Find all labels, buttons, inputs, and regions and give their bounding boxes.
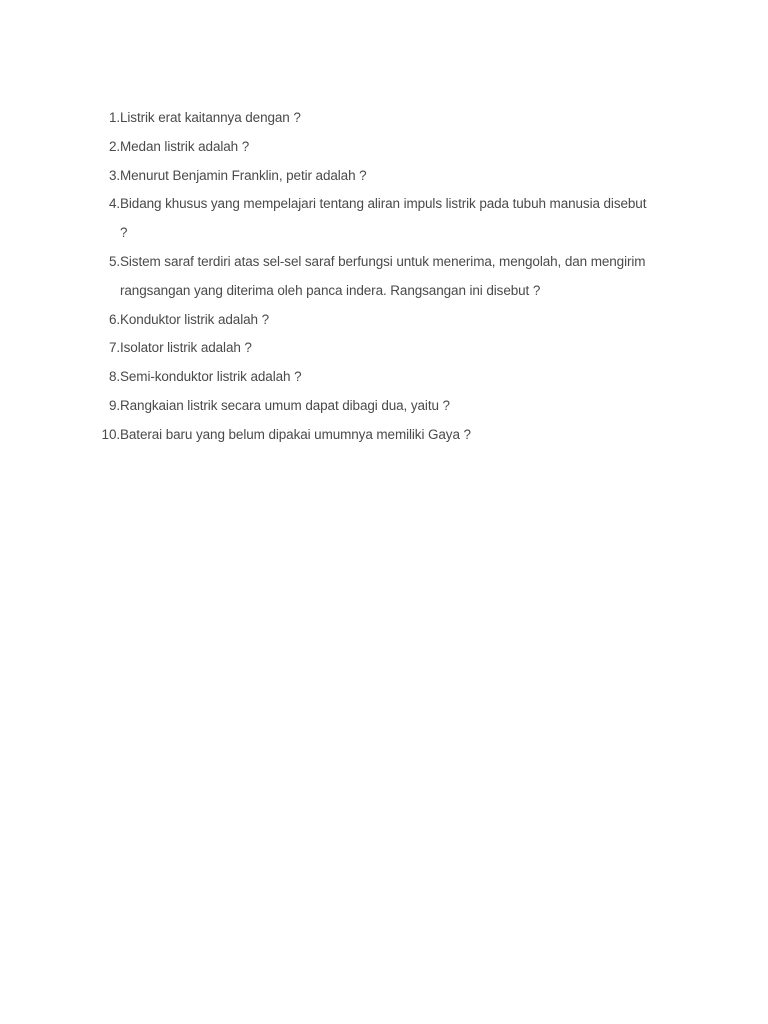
question-text: Listrik erat kaitannya dengan ? — [120, 110, 301, 125]
question-text: Bidang khusus yang mempelajari tentang aliran impuls listrik pada tubuh manusia disebut ? — [120, 196, 647, 241]
question-number: 8. — [108, 369, 120, 385]
question-item-4 — [96, 190, 656, 248]
question-list — [96, 104, 656, 450]
question-text: Menurut Benjamin Franklin, petir adalah ? — [120, 167, 367, 183]
question-number: 7. — [108, 340, 120, 356]
question-number: 2. — [108, 138, 120, 154]
question-item-9 — [96, 392, 656, 421]
question-item-1 — [96, 104, 656, 133]
question-item-7 — [96, 334, 656, 363]
question-text: Isolator listrik adalah ? — [120, 340, 252, 356]
question-item-6 — [96, 306, 656, 335]
question-number: 10. — [101, 426, 120, 442]
question-item-5 — [96, 248, 656, 306]
question-text: Konduktor listrik adalah ? — [120, 311, 269, 327]
question-number: 4. — [108, 196, 120, 212]
question-text: Sistem saraf terdiri atas sel-sel saraf berfungsi untuk menerima, mengolah, dan mengirim rangsangan yang diterima oleh panca indera. Rangsangan ini disebut ? — [120, 253, 646, 298]
question-number: 5. — [108, 253, 120, 269]
question-item-2 — [96, 133, 656, 162]
question-text: Rangkaian listrik secara umum dapat dibagi dua, yaitu ? — [120, 397, 450, 413]
question-item-8 — [96, 363, 656, 392]
question-number: 1. — [108, 110, 120, 125]
question-item-3 — [96, 162, 656, 191]
question-text: Semi-konduktor listrik adalah ? — [120, 369, 302, 385]
question-number: 6. — [108, 311, 120, 327]
question-number: 3. — [108, 167, 120, 183]
question-text: Medan listrik adalah ? — [120, 138, 250, 154]
question-item-10 — [96, 421, 656, 450]
question-number: 9. — [108, 397, 120, 413]
question-text: Baterai baru yang belum dipakai umumnya memiliki Gaya ? — [120, 426, 471, 442]
